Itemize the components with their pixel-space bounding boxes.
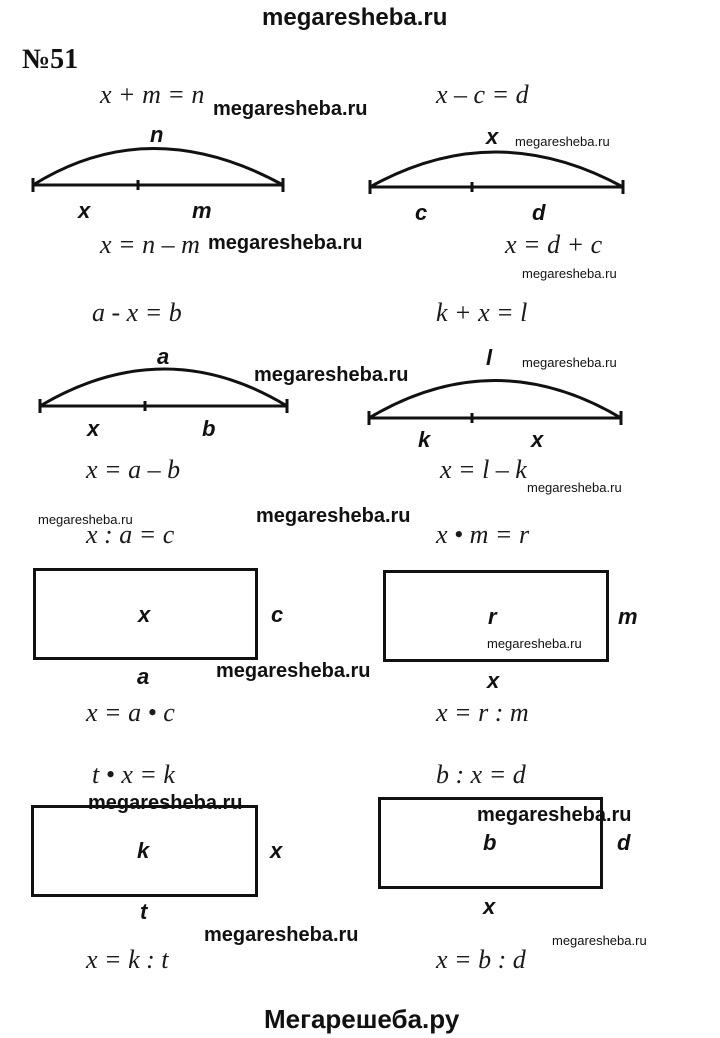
equation-6: x • m = r: [436, 520, 530, 549]
watermark: megaresheba.ru: [204, 924, 359, 946]
label-left-4: k: [418, 427, 431, 452]
watermark: megaresheba.ru: [213, 98, 368, 120]
rect-bottom-1: a: [137, 664, 150, 689]
solution-2: x = d + c: [505, 230, 603, 259]
watermark: megaresheba.ru: [256, 505, 411, 527]
rect-bottom-2: x: [487, 668, 500, 693]
label-right-2: d: [532, 200, 546, 225]
label-left-2: c: [415, 200, 428, 225]
equation-1: x + m = n: [100, 80, 205, 109]
solution-8: x = b : d: [436, 945, 526, 974]
rect-inside-4: b: [483, 830, 497, 855]
solution-4: x = l – k: [440, 455, 527, 484]
footer-site-name[interactable]: Мегарешеба.ру: [264, 1004, 460, 1034]
solution-3: x = a – b: [86, 455, 181, 484]
rect-inside-2: r: [488, 604, 497, 629]
watermark: megaresheba.ru: [522, 355, 617, 370]
watermark: megaresheba.ru: [38, 512, 133, 527]
watermark: megaresheba.ru: [88, 792, 243, 814]
equation-7: t • x = k: [92, 760, 175, 789]
label-right-4: x: [531, 427, 544, 452]
solution-5: x = a • c: [86, 698, 175, 727]
watermark: megaresheba.ru: [487, 636, 582, 651]
site-title[interactable]: megaresheba.ru: [262, 4, 448, 31]
solution-6: x = r : m: [436, 698, 529, 727]
rect-side-3: x: [270, 838, 283, 863]
label-right-1: m: [192, 198, 212, 223]
label-top-4: l: [486, 345, 493, 370]
equation-4: k + x = l: [436, 298, 528, 327]
solution-1: x = n – m: [100, 230, 200, 259]
equation-2: x – c = d: [436, 80, 529, 109]
label-left-3: x: [87, 416, 100, 441]
equation-3: a - x = b: [92, 298, 182, 327]
rect-bottom-4: x: [483, 894, 496, 919]
label-top-1: n: [150, 122, 164, 147]
rect-side-1: c: [271, 602, 284, 627]
watermark: megaresheba.ru: [527, 480, 622, 495]
watermark: megaresheba.ru: [254, 364, 409, 386]
equation-5: x : a = c: [86, 520, 175, 549]
label-right-3: b: [202, 416, 216, 441]
watermark: megaresheba.ru: [208, 232, 363, 254]
equation-8: b : x = d: [436, 760, 526, 789]
watermark: megaresheba.ru: [216, 660, 371, 682]
label-left-1: x: [78, 198, 91, 223]
watermark: megaresheba.ru: [552, 933, 647, 948]
rect-inside-1: x: [138, 602, 151, 627]
watermark: megaresheba.ru: [477, 804, 632, 826]
label-top-2: x: [486, 124, 499, 149]
label-top-3: a: [157, 344, 170, 369]
watermark: megaresheba.ru: [522, 266, 617, 281]
rect-side-2: m: [618, 604, 638, 629]
rect-bottom-3: t: [140, 899, 148, 924]
solution-7: x = k : t: [86, 945, 169, 974]
problem-number: №51: [22, 44, 79, 75]
rect-inside-3: k: [137, 838, 150, 863]
rect-side-4: d: [617, 830, 631, 855]
watermark: megaresheba.ru: [515, 134, 610, 149]
